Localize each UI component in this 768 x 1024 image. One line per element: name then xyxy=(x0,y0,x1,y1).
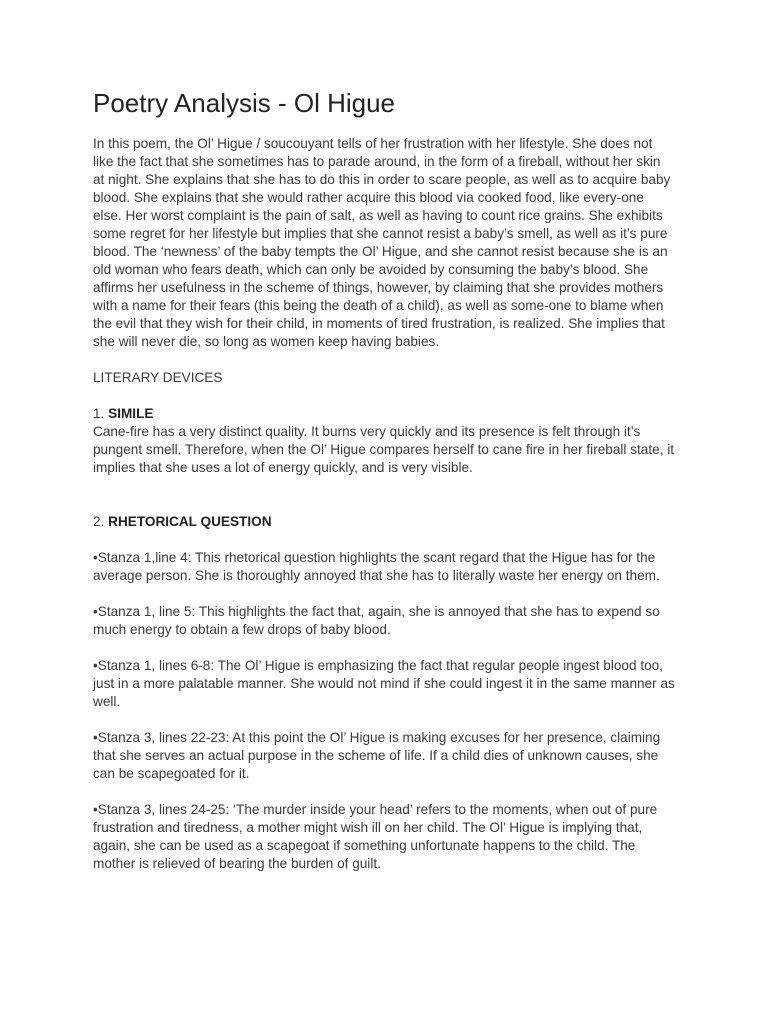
rhetorical-question-heading xyxy=(93,513,675,531)
spacer xyxy=(93,783,675,801)
simile-number: 1. xyxy=(93,406,109,421)
list-item: •Stanza 3, lines 24-25: ‘The murder inside your head’ refers to the moments, when out of pure frustration and tiredness, a mother might wish ill on her child. The Ol’ Higue is implying that, again, she can be used as a scapegoat if something unfortunate happens to the child. The mother is relieved of bearing the burden of guilt. xyxy=(93,802,658,871)
rhetorical-title: RHETORICAL QUESTION xyxy=(108,514,272,529)
intro-paragraph: In this poem, the Ol’ Higue / soucouyant tells of her frustration with her lifestyle. She does not like the fact that she sometimes has to parade around, in the form of a fireball, without her skin at night. She explains that she has to do this in order to scare people, as well as to acquire baby blood. She explains that she would rather acquire this blood via cooked food, like every-one else. Her worst complaint is the pain of salt, as well as having to count rice grains. She exhibits some regret for her lifestyle but implies that she cannot resist a baby’s smell, as well as it’s pure blood. The ‘newness’ of the baby tempts the Ol’ Higue, and she cannot resist because she is an old woman who fears death, which can only be avoided by consuming the baby’s blood. She affirms her usefulness in the scheme of things, however, by claiming that she provides mothers with a name for their fears (this being the death of a child), as well as some-one to blame when the evil that they wish for their child, in moments of tired frustration, is realized. She implies that she will never die, so long as women keep having babies. xyxy=(93,136,671,349)
spacer xyxy=(93,387,675,405)
spacer xyxy=(93,351,675,369)
document-body xyxy=(93,135,675,873)
page-title: Poetry Analysis - Ol Higue xyxy=(93,88,396,118)
spacer xyxy=(93,585,675,603)
spacer xyxy=(93,711,675,729)
list-item: •Stanza 1,line 4: This rhetorical question highlights the scant regard that the Higue has for the average person. She is thoroughly annoyed that she has to literally waste her energy on them. xyxy=(93,550,660,583)
spacer xyxy=(93,477,675,513)
list-item: •Stanza 3, lines 22-23: At this point the Ol’ Higue is making excuses for her presence, claiming that she serves an actual purpose in the scheme of life. If a child dies of unknown causes, she can be scapegoated for it. xyxy=(93,730,661,781)
rhetorical-number: 2. xyxy=(93,514,109,529)
spacer xyxy=(93,639,675,657)
list-item: •Stanza 1, lines 6-8: The Ol’ Higue is emphasizing the fact that regular people ingest blood too, just in a more palatable manner. She would not mind if she could ingest it in the same manner as well. xyxy=(93,658,675,709)
spacer xyxy=(93,531,675,549)
section-heading-literary-devices: LITERARY DEVICES xyxy=(93,370,223,385)
list-item: •Stanza 1, line 5: This highlights the fact that, again, she is annoyed that she has to expend so much energy to obtain a few drops of baby blood. xyxy=(93,604,660,637)
simile-paragraph: Cane-fire has a very distinct quality. It burns very quickly and its presence is felt through it’s pungent smell. Therefore, when the Ol’ Higue compares herself to cane fire in her fireball state, it implies that she uses a lot of energy quickly, and is very visible. xyxy=(93,424,675,475)
simile-title: SIMILE xyxy=(108,406,154,421)
simile-heading xyxy=(93,405,675,423)
